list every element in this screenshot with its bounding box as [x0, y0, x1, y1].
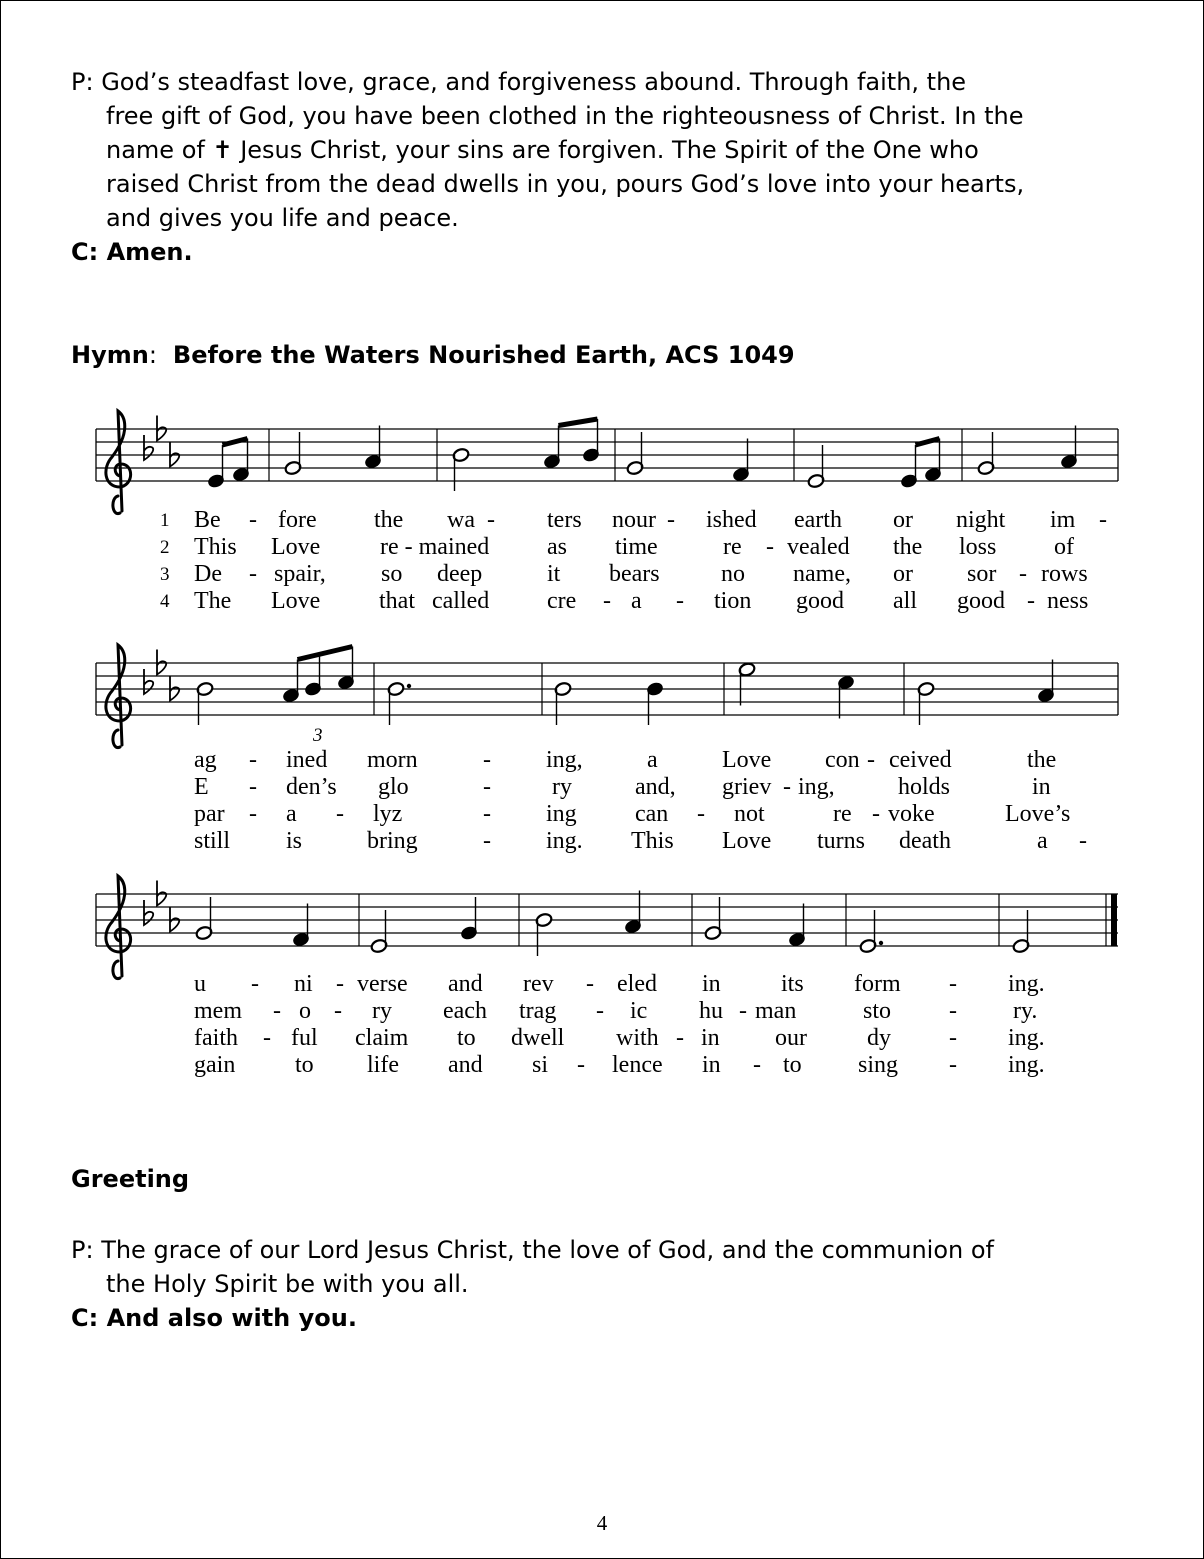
lyric-syllable: Love	[271, 534, 321, 560]
lyric-hyphen: -	[766, 534, 774, 560]
lyric-syllable: in	[702, 971, 721, 997]
beam	[298, 647, 353, 660]
lyric-syllable: our	[775, 1025, 807, 1051]
flat-icon	[170, 907, 179, 932]
lyric-syllable: bring	[367, 828, 418, 854]
lyric-hyphen: -	[483, 801, 491, 827]
dot	[407, 684, 411, 688]
lyric-hyphen: -	[487, 507, 495, 533]
lyric-syllable: and,	[635, 774, 676, 800]
lyric-syllable: ful	[291, 1025, 318, 1051]
beam	[559, 419, 598, 426]
lyric-syllable: ness	[1047, 588, 1089, 614]
lyric-hyphen: -	[872, 801, 880, 827]
lyric-syllable: not	[734, 801, 765, 827]
lyric-hyphen: -	[949, 1052, 957, 1078]
lyric-syllable: The	[194, 588, 232, 614]
lyric-syllable: ag	[194, 747, 217, 773]
lyric-syllable: all	[893, 588, 917, 614]
lyric-hyphen: -	[577, 1052, 585, 1078]
lyric-hyphen: -	[867, 747, 875, 773]
lyric-syllable: lyz	[373, 801, 403, 827]
lyric-syllable: vealed	[787, 534, 850, 560]
lyric-syllable: of	[1054, 534, 1074, 560]
lyric-syllable: to	[295, 1052, 314, 1078]
flat-icon	[170, 442, 179, 467]
lyric-hyphen: -	[586, 971, 594, 997]
lyric-syllable: De	[194, 561, 222, 587]
lyric-syllable: lence	[612, 1052, 663, 1078]
lyric-syllable: can	[635, 801, 669, 827]
lyric-syllable: o	[299, 998, 311, 1024]
lyric-hyphen: -	[949, 971, 957, 997]
lyric-syllable: ry	[372, 998, 392, 1024]
lyric-syllable: to	[783, 1052, 802, 1078]
lyric-syllable: night	[956, 507, 1006, 533]
lyric-syllable: gain	[194, 1052, 236, 1078]
lyric-syllable: bears	[609, 561, 660, 587]
lyric-hyphen: -	[1019, 561, 1027, 587]
lyric-hyphen: -	[676, 1025, 684, 1051]
lyric-syllable: in	[701, 1025, 720, 1051]
verse-number: 2	[160, 537, 170, 558]
lyric-syllable: holds	[898, 774, 951, 800]
tuplet-number: 3	[313, 725, 323, 746]
lyric-syllable: den’s	[286, 774, 337, 800]
lyric-hyphen: -	[336, 971, 344, 997]
lyric-syllable: ing,	[546, 747, 583, 773]
final-barline	[1111, 894, 1117, 946]
lyric-syllable: its	[781, 971, 804, 997]
lyric-syllable: each	[443, 998, 487, 1024]
lyric-hyphen: -	[1079, 828, 1087, 854]
lyric-syllable: a	[1037, 828, 1048, 854]
lyric-syllable: ceived	[889, 747, 952, 773]
lyric-syllable: si	[532, 1052, 549, 1078]
flat-icon	[157, 881, 166, 906]
flat-icon	[144, 435, 153, 460]
lyric-syllable: that	[379, 588, 415, 614]
greeting-heading: Greeting	[71, 1165, 190, 1193]
lyric-syllable: as	[547, 534, 567, 560]
lyric-syllable: spair,	[274, 561, 326, 587]
lyric-syllable: Love	[271, 588, 321, 614]
hymn-heading: Hymn: Before the Waters Nourished Earth, ACS 1049	[71, 341, 795, 369]
lyric-syllable: hu	[699, 998, 723, 1024]
lyric-syllable: dwell	[511, 1025, 565, 1051]
lyric-syllable: death	[899, 828, 951, 854]
lyric-syllable: re	[833, 801, 852, 827]
lyric-hyphen: -	[251, 971, 259, 997]
verse-number: 4	[160, 591, 170, 612]
lyric-syllable: im	[1050, 507, 1076, 533]
lyric-syllable: in	[702, 1052, 721, 1078]
lyric-syllable: rev	[523, 971, 554, 997]
greeting-line: the Holy Spirit be with you all.	[106, 1270, 469, 1298]
lyric-syllable: with	[616, 1025, 659, 1051]
lyric-syllable: name,	[793, 561, 851, 587]
absolution-line: P: God’s steadfast love, grace, and forgiveness abound. Through faith, the	[71, 68, 967, 96]
lyric-syllable: ing.	[1008, 1025, 1045, 1051]
lyric-syllable: ined	[286, 747, 328, 773]
lyric-syllable: ing.	[1008, 1052, 1045, 1078]
lyric-syllable: man	[755, 998, 797, 1024]
lyric-syllable: time	[615, 534, 658, 560]
lyric-hyphen: -	[249, 801, 257, 827]
lyric-syllable: This	[631, 828, 674, 854]
lyric-syllable: morn	[367, 747, 418, 773]
lyric-syllable: a	[286, 801, 297, 827]
lyric-hyphen: -	[676, 588, 684, 614]
flat-icon	[144, 669, 153, 694]
hymn-title: Before the Waters Nourished Earth, ACS 1049	[172, 341, 795, 369]
lyric-syllable: ry.	[1013, 998, 1038, 1024]
dot	[879, 941, 883, 945]
lyric-syllable: ing.	[546, 828, 583, 854]
verse-number: 3	[160, 564, 170, 585]
lyric-syllable: sor	[967, 561, 997, 587]
lyric-syllable: This	[194, 534, 237, 560]
lyric-syllable: wa	[447, 507, 475, 533]
lyric-syllable: ni	[294, 971, 313, 997]
absolution-line: raised Christ from the dead dwells in you, pours God’s love into your hearts,	[106, 170, 1025, 198]
beam	[916, 439, 940, 446]
lyric-syllable: tion	[714, 588, 752, 614]
lyric-syllable: ters	[547, 507, 582, 533]
verse-number: 1	[160, 510, 170, 531]
lyric-hyphen: -	[1099, 507, 1107, 533]
lyric-syllable: the	[1027, 747, 1057, 773]
lyric-hyphen: -	[249, 774, 257, 800]
lyric-syllable: earth	[794, 507, 842, 533]
lyric-syllable: eled	[617, 971, 657, 997]
lyric-syllable: nour	[612, 507, 656, 533]
lyric-hyphen: -	[603, 588, 611, 614]
lyric-syllable: ing,	[798, 774, 835, 800]
lyric-hyphen: -	[249, 561, 257, 587]
lyric-syllable: Be	[194, 507, 221, 533]
lyric-syllable: form	[854, 971, 901, 997]
lyric-syllable: and	[448, 971, 483, 997]
lyric-hyphen: -	[739, 998, 747, 1024]
lyric-syllable: E	[194, 774, 209, 800]
treble-clef-icon	[106, 876, 131, 979]
lyric-hyphen: -	[949, 1025, 957, 1051]
lyric-hyphen: -	[483, 774, 491, 800]
lyric-syllable: rows	[1041, 561, 1088, 587]
hymn-label: Hymn	[71, 341, 149, 369]
lyric-syllable: turns	[817, 828, 865, 854]
greeting-text	[71, 1233, 994, 1335]
lyric-syllable: the	[374, 507, 404, 533]
lyric-syllable: deep	[437, 561, 483, 587]
lyric-syllable: called	[432, 588, 490, 614]
lyric-syllable: good	[796, 588, 844, 614]
lyric-syllable: fore	[278, 507, 317, 533]
greeting-line: P: The grace of our Lord Jesus Christ, the love of God, and the communion of	[71, 1236, 994, 1264]
congregation-response: C: Amen.	[71, 238, 193, 266]
flat-icon	[144, 900, 153, 925]
lyric-hyphen: -	[1027, 588, 1035, 614]
lyric-syllable: trag	[519, 998, 557, 1024]
lyric-syllable: still	[194, 828, 231, 854]
lyric-hyphen: -	[263, 1025, 271, 1051]
lyric-hyphen: -	[483, 747, 491, 773]
lyric-syllable: ic	[630, 998, 648, 1024]
lyric-syllable: dy	[867, 1025, 891, 1051]
lyric-hyphen: -	[273, 998, 281, 1024]
lyric-syllable: voke	[888, 801, 935, 827]
lyric-syllable: sto	[863, 998, 892, 1024]
lyric-syllable: life	[367, 1052, 399, 1078]
flat-icon	[157, 650, 166, 675]
lyric-syllable: cre	[547, 588, 577, 614]
lyric-syllable: good	[957, 588, 1005, 614]
lyric-syllable: ry	[552, 774, 572, 800]
lyric-syllable: mem	[194, 998, 242, 1024]
lyric-syllable: in	[1032, 774, 1051, 800]
lyric-syllable: no	[721, 561, 745, 587]
absolution-line: and gives you life and peace.	[106, 204, 459, 232]
lyric-hyphen: -	[596, 998, 604, 1024]
lyric-hyphen: -	[753, 1052, 761, 1078]
lyric-syllable: verse	[357, 971, 408, 997]
lyric-syllable: griev	[722, 774, 772, 800]
congregation-response: C: And also with you.	[71, 1304, 357, 1332]
lyric-hyphen: -	[249, 507, 257, 533]
lyric-syllable: u	[194, 971, 206, 997]
lyric-syllable: it	[547, 561, 561, 587]
lyric-hyphen: -	[697, 801, 705, 827]
lyric-hyphen: -	[667, 507, 675, 533]
absolution-line: name of ✝ Jesus Christ, your sins are forgiven. The Spirit of the One who	[106, 136, 979, 164]
treble-clef-icon	[106, 645, 131, 748]
lyric-syllable: so	[381, 561, 403, 587]
lyric-hyphen: -	[483, 828, 491, 854]
lyric-syllable: ing	[546, 801, 577, 827]
flat-icon	[157, 416, 166, 441]
lyric-syllable: re - mained	[380, 534, 490, 560]
lyric-syllable: is	[286, 828, 303, 854]
lyric-syllable: Love	[722, 747, 772, 773]
lyric-syllable: re	[723, 534, 742, 560]
lyric-syllable: par	[194, 801, 225, 827]
lyric-syllable: to	[457, 1025, 476, 1051]
lyric-syllable: claim	[355, 1025, 409, 1051]
lyric-syllable: a	[647, 747, 658, 773]
lyric-syllable: loss	[959, 534, 997, 560]
lyric-syllable: Love’s	[1005, 801, 1071, 827]
lyric-hyphen: -	[949, 998, 957, 1024]
lyric-syllable: a	[631, 588, 642, 614]
page-number: 4	[596, 1511, 608, 1535]
lyric-syllable: and	[448, 1052, 483, 1078]
lyric-syllable: sing	[858, 1052, 899, 1078]
beam	[223, 439, 248, 446]
lyric-hyphen: -	[249, 747, 257, 773]
flat-icon	[170, 676, 179, 701]
lyric-syllable: Love	[722, 828, 772, 854]
lyric-syllable: glo	[378, 774, 409, 800]
lyric-syllable: ing.	[1008, 971, 1045, 997]
lyric-syllable: con	[825, 747, 860, 773]
lyric-syllable: faith	[194, 1025, 238, 1051]
lyric-syllable: or	[893, 561, 913, 587]
lyric-hyphen: -	[336, 801, 344, 827]
lyric-syllable: the	[893, 534, 923, 560]
lyric-syllable: or	[893, 507, 913, 533]
treble-clef-icon	[106, 411, 131, 514]
lyric-hyphen: -	[783, 774, 791, 800]
lyric-syllable: ished	[706, 507, 757, 533]
lyric-hyphen: -	[334, 998, 342, 1024]
absolution-line: free gift of God, you have been clothed in the righteousness of Christ. In the	[106, 102, 1024, 130]
